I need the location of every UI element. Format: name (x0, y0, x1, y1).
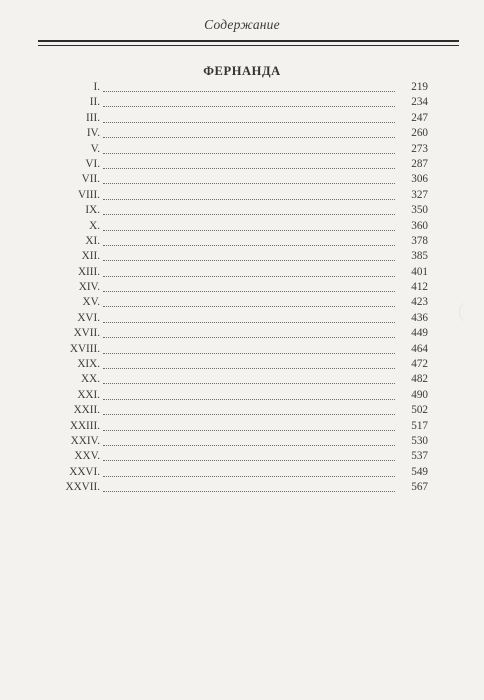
dot-leader (103, 230, 395, 231)
dot-leader (103, 460, 395, 461)
page-number: 490 (411, 388, 428, 401)
toc-entry[interactable] (0, 311, 484, 326)
running-head: Содержание (204, 17, 280, 32)
toc-entry[interactable] (0, 280, 484, 295)
chapter-number: XIII. (77, 265, 100, 278)
dot-leader (103, 445, 395, 446)
page-number: 567 (411, 481, 428, 494)
chapter-number: II. (89, 96, 100, 109)
chapter-number: XIV. (78, 281, 100, 294)
header-rule-thin (38, 45, 459, 46)
chapter-number: XXVII. (65, 481, 100, 494)
page-number: 436 (411, 311, 428, 324)
dot-leader (103, 106, 395, 107)
toc-entry[interactable] (0, 126, 484, 141)
header-rule-thick (38, 40, 459, 42)
page-number: 327 (411, 188, 428, 201)
page-number: 234 (411, 96, 428, 109)
chapter-number: V. (90, 142, 100, 155)
dot-leader (103, 214, 395, 215)
chapter-number: XV. (82, 296, 100, 309)
table-of-contents (0, 80, 484, 496)
chapter-number: XXVI. (69, 465, 100, 478)
dot-leader (103, 91, 395, 92)
chapter-number: X. (89, 219, 100, 232)
page-number: 360 (411, 219, 428, 232)
dot-leader (103, 276, 395, 277)
toc-entry[interactable] (0, 372, 484, 387)
dot-leader (103, 306, 395, 307)
toc-entry[interactable] (0, 172, 484, 187)
dot-leader (103, 368, 395, 369)
dot-leader (103, 183, 395, 184)
toc-entry[interactable] (0, 142, 484, 157)
dot-leader (103, 199, 395, 200)
page-number: 378 (411, 234, 428, 247)
page-number: 401 (411, 265, 428, 278)
dot-leader (103, 322, 395, 323)
toc-entry[interactable] (0, 357, 484, 372)
paper-texture-mark (459, 300, 484, 324)
part-title: ФЕРНАНДА (203, 64, 281, 78)
dot-leader (103, 168, 395, 169)
toc-entry[interactable] (0, 111, 484, 126)
page-number: 530 (411, 434, 428, 447)
toc-entry[interactable] (0, 265, 484, 280)
dot-leader (103, 476, 395, 477)
toc-entry[interactable] (0, 388, 484, 403)
chapter-number: XVI. (77, 311, 100, 324)
page-number: 482 (411, 373, 428, 386)
toc-entry[interactable] (0, 219, 484, 234)
chapter-number: XVIII. (69, 342, 100, 355)
chapter-number: XXI. (77, 388, 100, 401)
page-number: 260 (411, 127, 428, 140)
page-number: 449 (411, 327, 428, 340)
chapter-number: IX. (85, 204, 100, 217)
page-number: 537 (411, 450, 428, 463)
chapter-number: I. (93, 81, 100, 93)
toc-entry[interactable] (0, 342, 484, 357)
page-number: 423 (411, 296, 428, 309)
dot-leader (103, 122, 395, 123)
toc-entry[interactable] (0, 80, 484, 95)
toc-entry[interactable] (0, 234, 484, 249)
page-number: 464 (411, 342, 428, 355)
page-number: 472 (411, 358, 428, 371)
chapter-number: XXV. (74, 450, 100, 463)
toc-entry[interactable] (0, 95, 484, 110)
toc-entry[interactable] (0, 403, 484, 418)
page-number: 350 (411, 204, 428, 217)
chapter-number: XXIV. (70, 434, 100, 447)
chapter-number: XVII. (73, 327, 100, 340)
page-number: 287 (411, 157, 428, 170)
page-number: 273 (411, 142, 428, 155)
dot-leader (103, 153, 395, 154)
dot-leader (103, 137, 395, 138)
page-number: 549 (411, 465, 428, 478)
page-number: 412 (411, 281, 428, 294)
page-number: 306 (411, 173, 428, 186)
chapter-number: XIX. (77, 358, 100, 371)
dot-leader (103, 353, 395, 354)
toc-entry[interactable] (0, 449, 484, 464)
dot-leader (103, 337, 395, 338)
page-number: 247 (411, 111, 428, 124)
toc-entry[interactable] (0, 249, 484, 264)
dot-leader (103, 245, 395, 246)
chapter-number: XI. (85, 234, 100, 247)
toc-entry[interactable] (0, 157, 484, 172)
chapter-number: XX. (81, 373, 100, 386)
chapter-number: III. (86, 111, 100, 124)
toc-entry[interactable] (0, 326, 484, 341)
chapter-number: VIII. (77, 188, 100, 201)
dot-leader (103, 383, 395, 384)
toc-entry[interactable] (0, 480, 484, 495)
dot-leader (103, 414, 395, 415)
page-number: 385 (411, 250, 428, 263)
toc-entry[interactable] (0, 434, 484, 449)
page-number: 502 (411, 404, 428, 417)
chapter-number: IV. (86, 127, 100, 140)
toc-entry[interactable] (0, 419, 484, 434)
chapter-number: VI. (85, 157, 100, 170)
toc-entry[interactable] (0, 465, 484, 480)
dot-leader (103, 491, 395, 492)
dot-leader (103, 399, 395, 400)
toc-entry[interactable] (0, 295, 484, 310)
chapter-number: VII. (81, 173, 100, 186)
chapter-number: XII. (81, 250, 100, 263)
toc-entry[interactable] (0, 203, 484, 218)
dot-leader (103, 291, 395, 292)
page-number: 219 (411, 81, 428, 93)
page-number: 517 (411, 419, 428, 432)
chapter-number: XXII. (73, 404, 100, 417)
dot-leader (103, 260, 395, 261)
dot-leader (103, 430, 395, 431)
chapter-number: XXIII. (69, 419, 100, 432)
toc-entry[interactable] (0, 188, 484, 203)
